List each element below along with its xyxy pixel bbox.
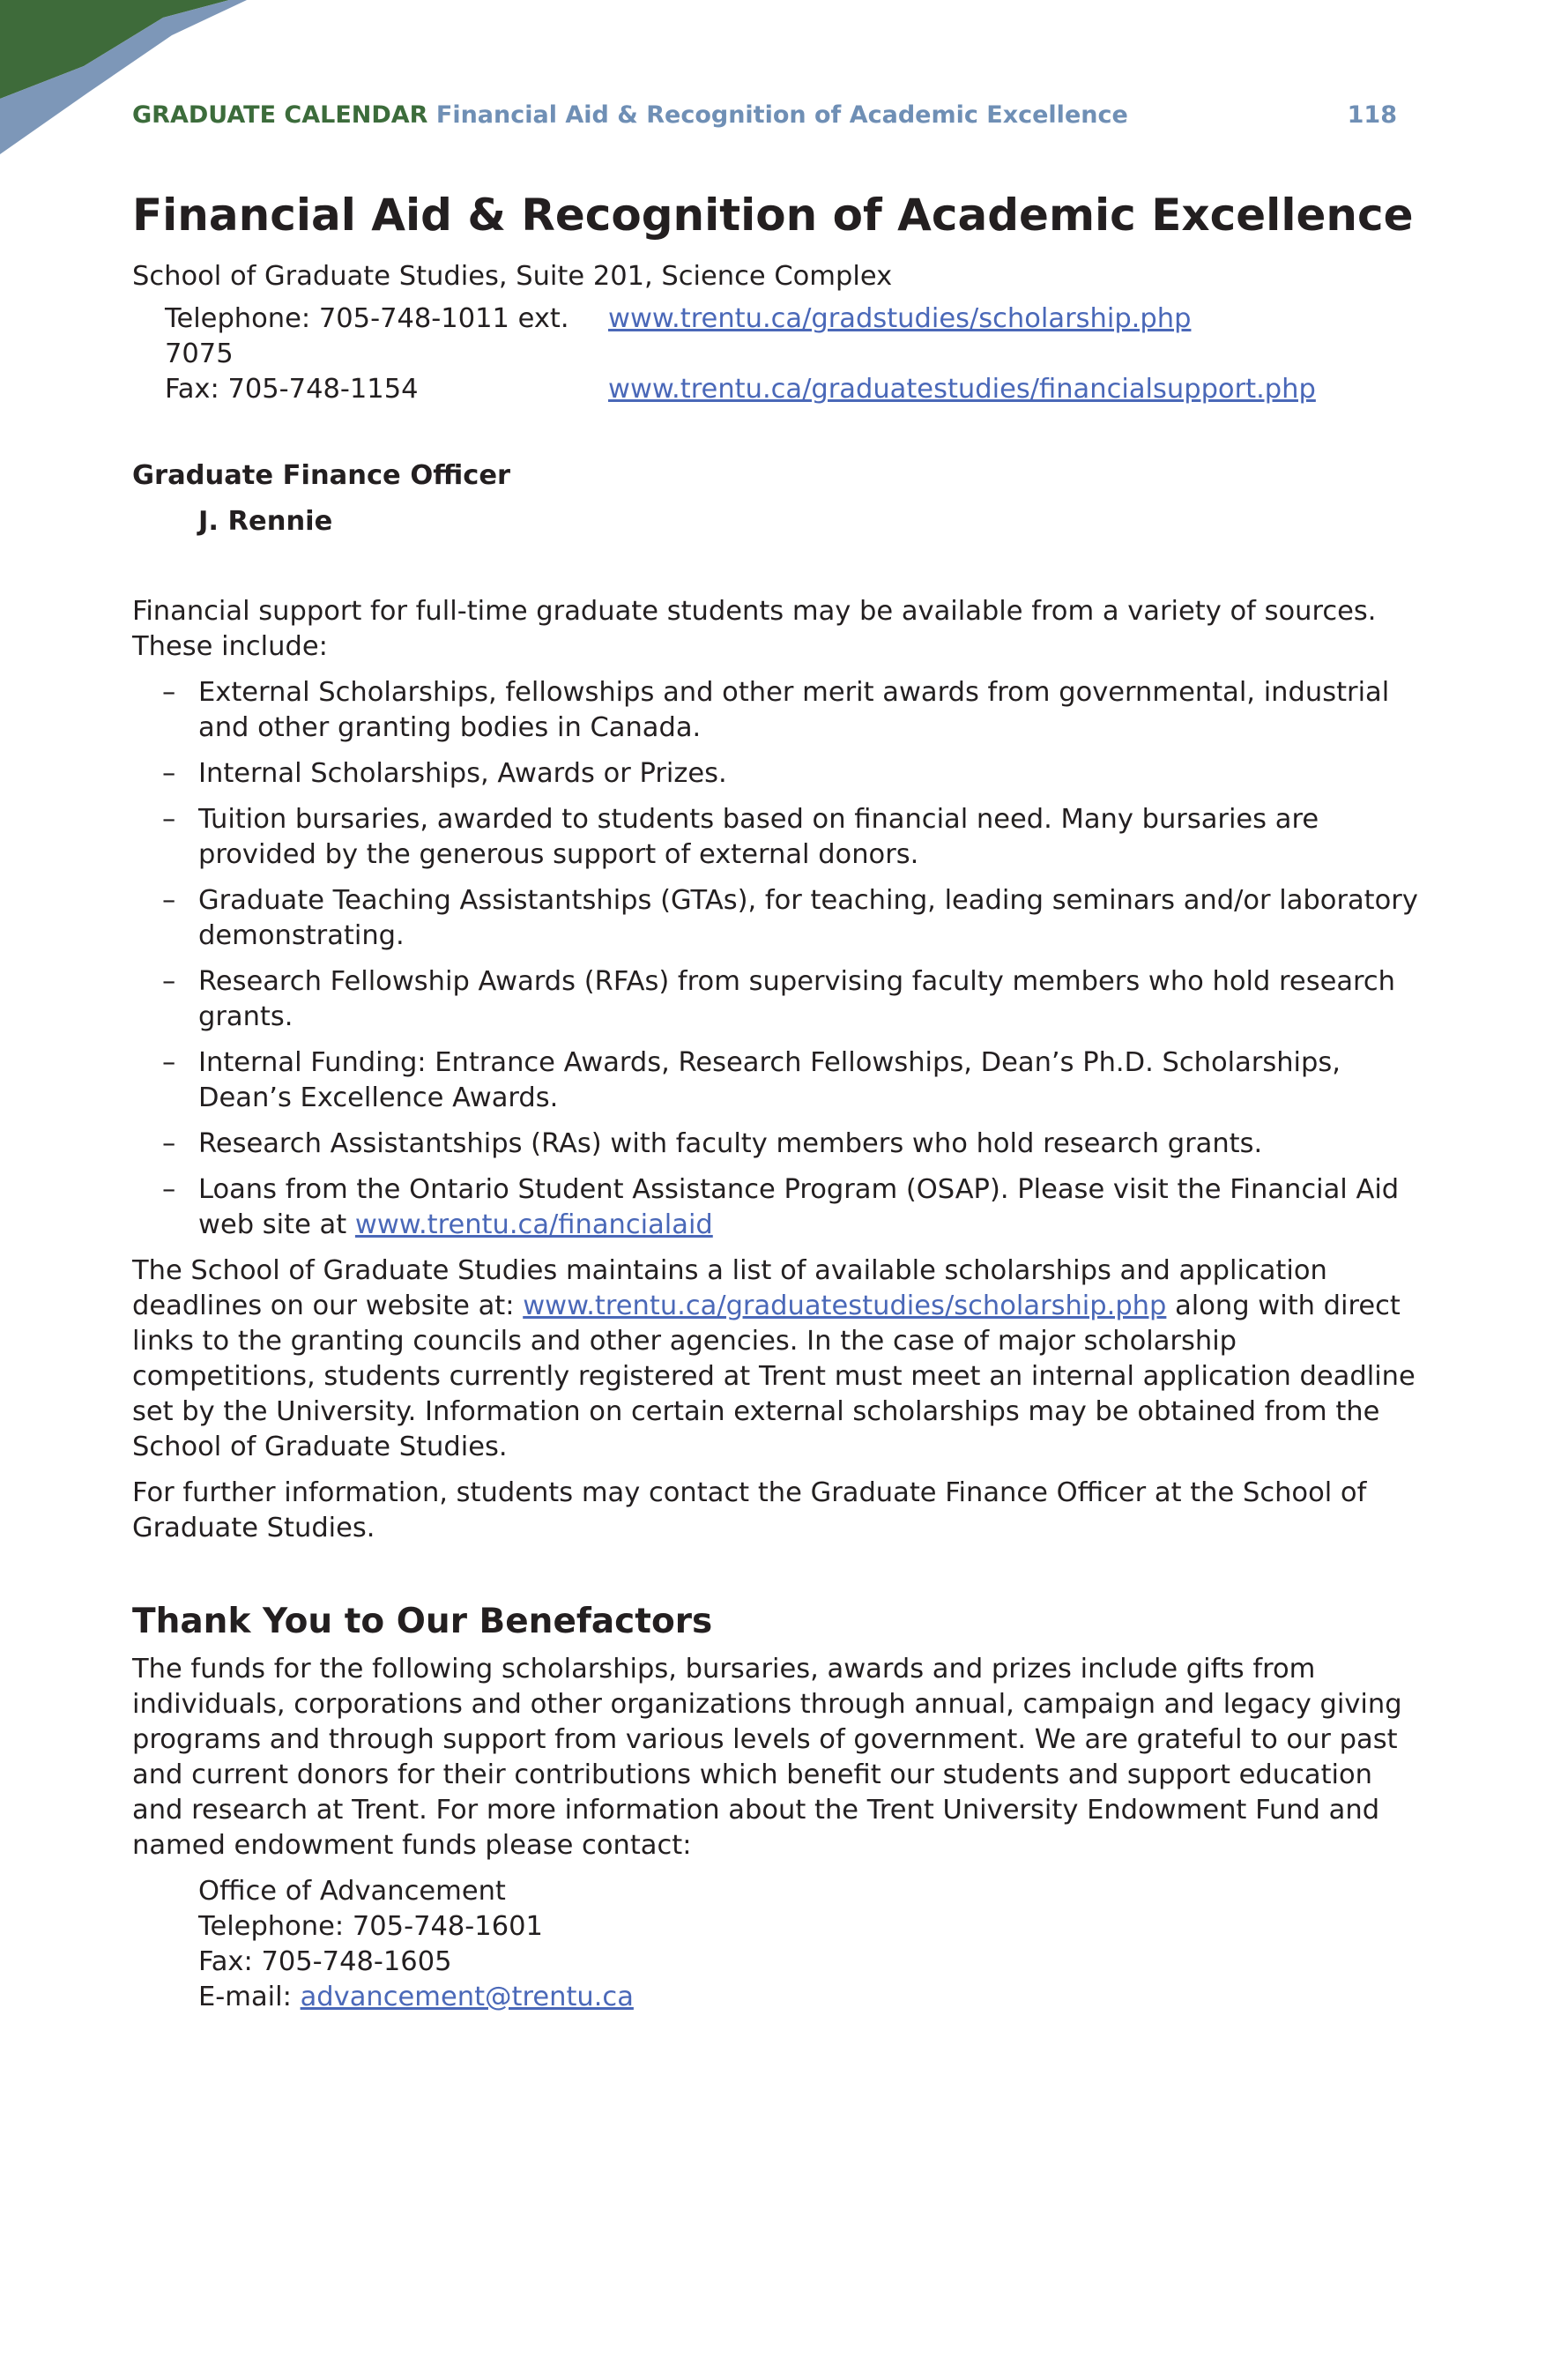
list-item-osap (132, 1172, 1419, 1243)
financial-aid-link[interactable]: www.trentu.ca/financialaid (354, 1209, 713, 1240)
calendar-label: GRADUATE CALENDAR (132, 101, 428, 129)
benefactors-paragraph: The funds for the following scholarships, bursaries, awards and prizes include gifts from individuals, corporations and other organizations through annual, campaign and legacy giving programs and through support from various levels of government. We are grateful to our past and current donors for their contributions which benefit our students and support education and research at Trent. For more information about the Trent University Endowment Fund and named endowment funds please contact: (132, 1654, 1402, 1861)
list-item: – Research Assistantships (RAs) with faculty members who hold research grants. (132, 1127, 1419, 1162)
advancement-telephone: Telephone: 705-748-1601 (198, 1911, 543, 1942)
graduate-scholarship-link[interactable]: www.trentu.ca/graduatestudies/scholarship.php (523, 1290, 1167, 1321)
list-item: – Graduate Teaching Assistantships (GTAs), for teaching, leading seminars and/or laboratory demonstrating. (132, 883, 1419, 954)
intro-paragraph: Financial support for full-time graduate students may be available from a variety of sources. These include: (132, 596, 1377, 662)
office-location: School of Graduate Studies, Suite 201, Science Complex (132, 261, 893, 292)
financial-support-link[interactable]: www.trentu.ca/graduatestudies/financialsupport.php (608, 374, 1316, 405)
advancement-contact (198, 1874, 1419, 2015)
running-header-left (132, 100, 1128, 131)
contact-block (165, 301, 1419, 407)
paragraph-text-start: The School of Graduate Studies maintains a list of available scholarships and application deadlines on our website at: (132, 1255, 1327, 1321)
list-item: – Internal Scholarships, Awards or Prizes. (132, 756, 1419, 792)
page-title: Financial Aid & Recognition of Academic Excellence (132, 190, 1414, 241)
list-item: – Tuition bursaries, awarded to students based on financial need. Many bursaries are provided by the generous support of external donors. (132, 802, 1419, 873)
page-number: 118 (1347, 101, 1397, 129)
corner-decoration (0, 0, 247, 176)
paragraph-text-end: along with direct links to the granting councils and other agencies. In the case of major scholarship competitions, students currently registered at Trent must meet an internal application deadline set by the University. Information on certain external scholarships may be obtained from the School of Graduate Studies. (132, 1290, 1416, 1462)
page-content (132, 187, 1419, 2015)
benefactors-heading: Thank You to Our Benefactors (132, 1602, 713, 1641)
fax-text: Fax: 705-748-1154 (165, 374, 419, 405)
list-item: – Research Fellowship Awards (RFAs) from supervising faculty members who hold research grants. (132, 964, 1419, 1035)
telephone-text: Telephone: 705-748-1011 ext. 7075 (165, 303, 569, 369)
advancement-email-link[interactable]: advancement@trentu.ca (300, 1982, 634, 2012)
scholarship-list-paragraph (132, 1253, 1419, 1465)
advancement-office: Office of Advancement (198, 1876, 506, 1907)
list-item: – External Scholarships, fellowships and other merit awards from governmental, industrial and other granting bodies in Canada. (132, 675, 1419, 746)
section-label: Financial Aid & Recognition of Academic Excellence (435, 101, 1128, 129)
funding-sources-list (132, 675, 1419, 1243)
running-header (132, 100, 1397, 131)
osap-text: Loans from the Ontario Student Assistance Program (OSAP). Please visit the Financial Aid web site at (198, 1174, 1400, 1240)
scholarship-link[interactable]: www.trentu.ca/gradstudies/scholarship.php (608, 303, 1192, 334)
officer-name: J. Rennie (198, 506, 333, 537)
further-info-paragraph: For further information, students may contact the Graduate Finance Officer at the School of Graduate Studies. (132, 1477, 1367, 1543)
advancement-email-line (198, 1980, 1419, 2015)
officer-label: Graduate Finance Officer (132, 460, 511, 491)
advancement-fax: Fax: 705-748-1605 (198, 1946, 452, 1977)
email-label: E-mail: (198, 1982, 301, 2012)
list-item: – Internal Funding: Entrance Awards, Research Fellowships, Dean’s Ph.D. Scholarships, Dean’s Excellence Awards. (132, 1045, 1419, 1116)
